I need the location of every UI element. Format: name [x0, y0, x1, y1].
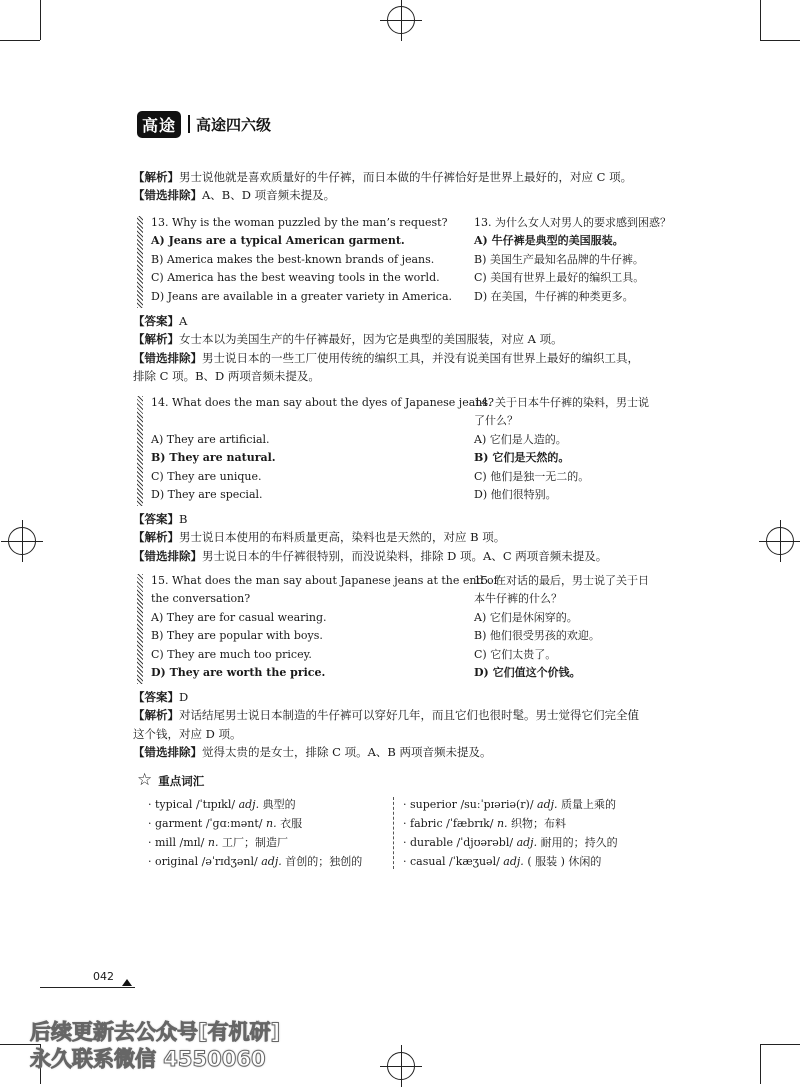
option-text: B) 他们很受男孩的欢迎。 [474, 629, 600, 643]
bullet: · [403, 855, 410, 868]
header-divider [188, 115, 190, 133]
intro-exclusion: 【错选排除】A、B、D 项音频未提及。 [133, 188, 336, 202]
option-text: C) They are much too pricey. [151, 647, 312, 661]
option-text: A) 它们是人造的。 [474, 432, 567, 446]
option-text: C) They are unique. [151, 469, 262, 483]
question-side-bar [137, 396, 143, 506]
registration-mark-bottom [387, 1052, 415, 1080]
bullet: · [148, 817, 155, 830]
option-text: D) 在美国，牛仔裤的种类更多。 [474, 289, 634, 303]
question-block [137, 394, 677, 508]
option-text: B) 美国生产最知名品牌的牛仔裤。 [474, 252, 644, 266]
analysis-line: 这个钱，对应 D 项。 [133, 726, 242, 741]
question-text: 本牛仔裤的什么？ [474, 592, 562, 606]
question-chinese [474, 572, 674, 682]
option-text: A) 它们是休闲穿的。 [474, 610, 578, 624]
answer-line: 【答案】D [133, 690, 189, 704]
vocab-list-left [148, 795, 362, 871]
analysis-line: 【解析】男士说日本使用的布料质量更高，染料也是天然的，对应 B 项。 [133, 530, 506, 545]
question-block [137, 214, 677, 310]
option-text: C) 美国有世界上最好的编织工具。 [474, 271, 645, 285]
answer-line: 【答案】A [133, 314, 188, 328]
vocab-item: · mill /mɪl/ n. 工厂；制造厂 [148, 836, 288, 849]
option-text: C) America has the best weaving tools in the world. [151, 271, 440, 285]
question-side-bar [137, 574, 143, 684]
exclusion-line: 【错选排除】觉得太贵的是女士，排除 C 项。A、B 两项音频未提及。 [133, 744, 492, 759]
question-english [151, 214, 461, 306]
bullet: · [148, 836, 155, 849]
exclusion-line: 【错选排除】男士说日本的牛仔裤很特别，而没说染料，排除 D 项。A、C 两项音频未提及。 [133, 548, 608, 563]
option-text: A) They are artificial. [151, 432, 270, 446]
vocab-title: 重点词汇 [158, 773, 205, 788]
question-text [151, 412, 461, 430]
option-text: B) 它们是天然的。 [474, 451, 570, 465]
vocab-header [137, 772, 204, 789]
option-text: D) They are special. [151, 488, 263, 502]
vocab-list-right [403, 795, 618, 871]
option-text: C) 他们是独一无二的。 [474, 469, 590, 483]
question-text: 15. 在对话的最后，男士说了关于日 [474, 574, 649, 587]
bullet: · [148, 855, 155, 868]
registration-mark-left [8, 527, 36, 555]
question-side-bar [137, 216, 143, 308]
option-text: B) America makes the best-known brands of jeans. [151, 252, 435, 266]
star-outline-icon: ☆ [137, 770, 153, 790]
option-text: A) They are for casual wearing. [151, 610, 327, 624]
watermark-line-1: 后续更新去公众号[有机研] [30, 1020, 281, 1044]
option-text: D) 它们值这个价钱。 [474, 666, 581, 680]
question-english [151, 394, 494, 504]
option-text: D) Jeans are available in a greater variety in America. [151, 289, 452, 303]
question-text: 13. Why is the woman puzzled by the man’s request? [151, 216, 448, 229]
question-text: 15. What does the man say about Japanese jeans at the end of [151, 574, 498, 587]
watermark-line-2: 永久联系微信 4550060 [30, 1047, 266, 1071]
question-text: 13. 为什么女人对男人的要求感到困惑？ [474, 216, 671, 229]
page-number: 042 [93, 970, 114, 983]
brand-logo: 高途 [137, 111, 181, 138]
header-title: 高途四六级 [196, 115, 272, 134]
intro-analysis: 【解析】男士说他就是喜欢质量好的牛仔裤，而日本做的牛仔裤恰好是世界上最好的，对应 C 项。 [133, 170, 633, 184]
question-chinese [474, 214, 674, 306]
answer-line: 【答案】B [133, 512, 188, 526]
exclusion-line: 【错选排除】男士说日本的一些工厂使用传统的编织工具，并没有说美国有世界上最好的编织工具， [133, 350, 639, 365]
vocab-item: · durable /ˈdjʊərəbl/ adj. 耐用的；持久的 [403, 836, 618, 849]
vocab-item: · fabric /ˈfæbrɪk/ n. 织物；布料 [403, 817, 567, 830]
question-text: 14. What does the man say about the dyes of Japanese jeans? [151, 396, 494, 409]
option-text: A) Jeans are a typical American garment. [151, 234, 405, 248]
question-english [151, 572, 498, 682]
option-text: C) 它们太贵了。 [474, 647, 557, 661]
bullet: · [403, 817, 410, 830]
bullet: · [403, 798, 410, 811]
page-number-triangle [122, 979, 132, 986]
registration-mark-top [387, 6, 415, 34]
question-text: the conversation? [151, 592, 251, 606]
page-header [137, 112, 271, 136]
option-text: D) 他们很特别。 [474, 488, 557, 502]
analysis-line: 【解析】对话结尾男士说日本制造的牛仔裤可以穿好几年，而且它们也很时髦。男士觉得它们完全值 [133, 708, 639, 723]
vocab-item: · original /əˈrɪdʒənl/ adj. 首创的；独创的 [148, 855, 363, 868]
vocab-item: · typical /ˈtɪpɪkl/ adj. 典型的 [148, 798, 296, 811]
bullet: · [403, 836, 410, 849]
option-text: D) They are worth the price. [151, 666, 326, 680]
analysis-line: 【解析】女士本以为美国生产的牛仔裤最好，因为它是典型的美国服装，对应 A 项。 [133, 332, 563, 347]
bullet: · [148, 798, 155, 811]
question-text: 14. 关于日本牛仔裤的染料，男士说 [474, 396, 649, 409]
option-text: B) They are popular with boys. [151, 629, 323, 643]
page-number-rule [40, 987, 135, 988]
question-text: 了什么？ [474, 414, 518, 428]
option-text: B) They are natural. [151, 451, 276, 465]
option-text: A) 牛仔裤是典型的美国服装。 [474, 234, 624, 248]
question-chinese [474, 394, 674, 504]
vocab-divider [393, 797, 394, 869]
vocab-item: · casual /ˈkæʒuəl/ adj. ( 服装 ) 休闲的 [403, 855, 602, 868]
question-block [137, 572, 677, 686]
registration-mark-right [766, 527, 794, 555]
vocab-item: · superior /suːˈpɪəriə(r)/ adj. 质量上乘的 [403, 798, 617, 811]
vocab-item: · garment /ˈɡɑːmənt/ n. 衣服 [148, 817, 303, 830]
exclusion-line: 排除 C 项。B、D 两项音频未提及。 [133, 368, 320, 383]
